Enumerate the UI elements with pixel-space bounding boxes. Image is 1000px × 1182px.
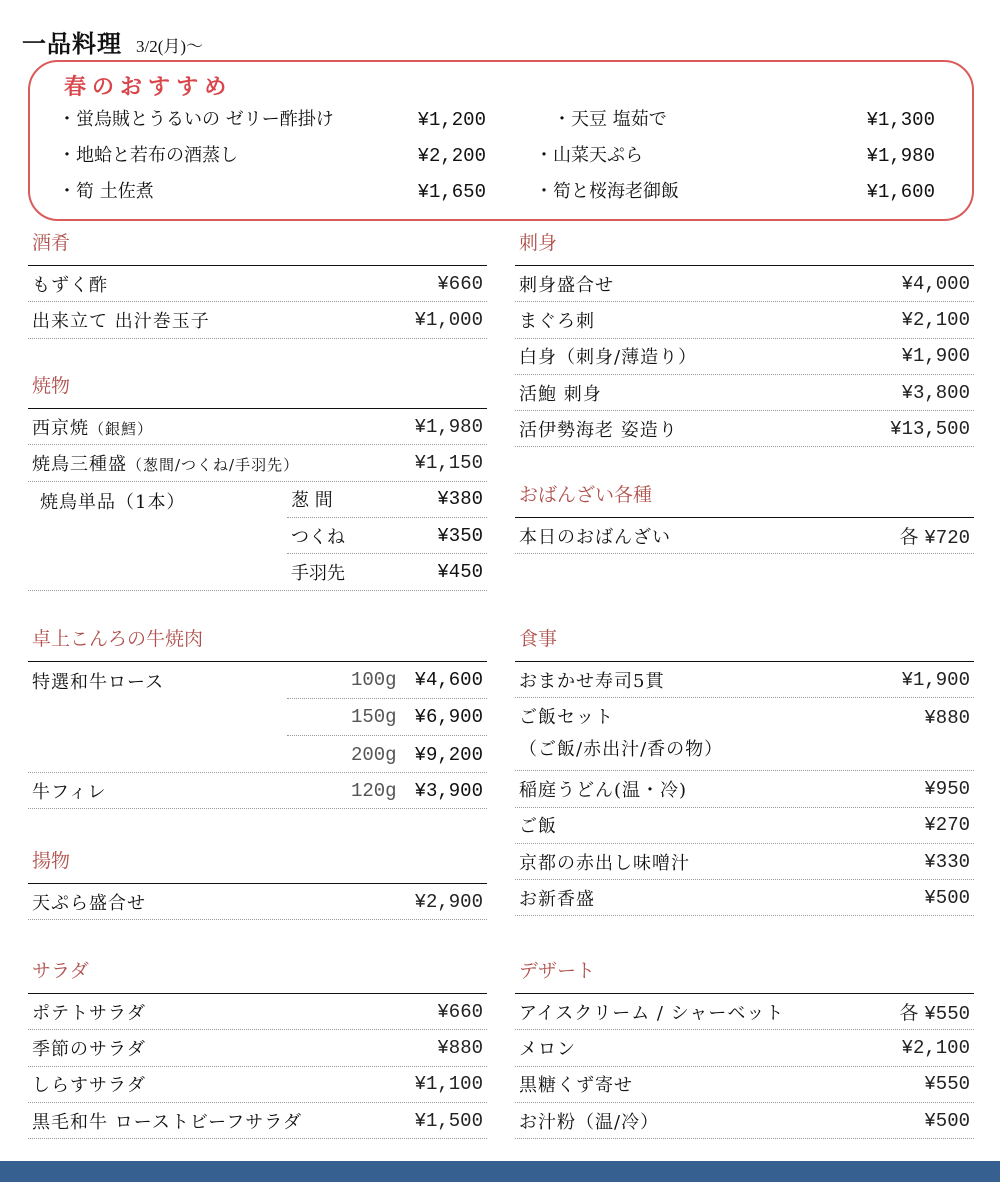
item-name: 黒毛和牛 ローストビーフサラダ bbox=[32, 1111, 303, 1133]
menu-row bbox=[28, 773, 487, 809]
item-price: ¥270 bbox=[924, 814, 970, 837]
spring-item bbox=[58, 138, 486, 174]
item-price: ¥1,000 bbox=[414, 308, 483, 331]
item-price: ¥550 bbox=[924, 1073, 970, 1096]
item-price: ¥6,900 bbox=[414, 706, 483, 728]
spring-item bbox=[535, 174, 935, 210]
menu-row bbox=[28, 1067, 487, 1103]
item-price: ¥380 bbox=[437, 488, 483, 511]
item-price: ¥2,100 bbox=[901, 308, 970, 331]
section-sakana bbox=[28, 228, 487, 339]
menu-title: 一品料理 bbox=[22, 29, 122, 58]
item-price: ¥1,500 bbox=[414, 1109, 483, 1132]
item-price: ¥2,900 bbox=[414, 890, 483, 913]
item-name: 西京焼（銀鱈） bbox=[32, 417, 154, 439]
item-price: ¥2,200 bbox=[417, 145, 486, 167]
menu-date: 3/2(月)〜 bbox=[136, 37, 204, 56]
section-salad bbox=[28, 956, 487, 1139]
item-price: ¥1,600 bbox=[866, 181, 935, 203]
item-weight: 100g bbox=[350, 669, 397, 691]
item-price: ¥350 bbox=[437, 524, 483, 547]
spring-list-left bbox=[58, 102, 486, 210]
item-name: ・蛍烏賊とうるいの ゼリー酢掛け bbox=[58, 109, 334, 130]
section-dessert bbox=[515, 956, 974, 1139]
item-price: ¥1,900 bbox=[901, 668, 970, 691]
sub-row bbox=[287, 518, 487, 554]
item-name: 手羽先 bbox=[291, 563, 345, 585]
item-name: アイスクリーム / シャーベット bbox=[519, 1002, 785, 1024]
menu-row bbox=[28, 1030, 487, 1066]
sub-row bbox=[287, 736, 487, 773]
section-heading: デザート bbox=[515, 956, 974, 994]
menu-row bbox=[515, 662, 974, 698]
item-name: つくね bbox=[291, 526, 345, 548]
item-price: ¥1,980 bbox=[866, 145, 935, 167]
item-price: ¥1,980 bbox=[414, 415, 483, 438]
item-price: ¥330 bbox=[924, 850, 970, 873]
spring-item bbox=[58, 174, 486, 210]
item-name: 出来立て 出汁巻玉子 bbox=[32, 310, 210, 332]
menu-row bbox=[515, 808, 974, 844]
sub-rows bbox=[287, 662, 487, 773]
item-price: ¥660 bbox=[437, 1000, 483, 1023]
spring-title: 春のおすすめ bbox=[64, 74, 233, 100]
menu-row bbox=[515, 375, 974, 411]
menu-row bbox=[515, 411, 974, 447]
item-price: ¥9,200 bbox=[414, 743, 483, 766]
menu-row bbox=[515, 518, 974, 554]
spring-item bbox=[58, 102, 486, 138]
menu-row bbox=[515, 339, 974, 375]
menu-row bbox=[515, 1030, 974, 1066]
item-weight: 200g bbox=[350, 743, 397, 766]
item-name: ・筍 土佐煮 bbox=[58, 181, 154, 202]
spring-item bbox=[535, 102, 935, 138]
menu-row bbox=[28, 409, 487, 445]
item-name: おまかせ寿司5貫 bbox=[519, 670, 665, 692]
section-heading: 刺身 bbox=[515, 228, 974, 266]
yakitori-single-group bbox=[28, 482, 487, 591]
item-price: ¥500 bbox=[924, 886, 970, 909]
sub-row bbox=[287, 662, 487, 699]
group-label: 焼鳥単品（1本） bbox=[40, 491, 186, 513]
item-name: 葱 間 bbox=[291, 490, 333, 512]
item-price: ¥1,650 bbox=[417, 181, 486, 203]
item-name: 刺身盛合せ bbox=[519, 274, 614, 296]
item-name: 季節のサラダ bbox=[32, 1038, 146, 1060]
item-price: ¥500 bbox=[924, 1109, 970, 1132]
menu-row bbox=[515, 880, 974, 916]
item-name: お新香盛 bbox=[519, 888, 595, 910]
item-name: ポテトサラダ bbox=[32, 1002, 146, 1024]
section-agemono bbox=[28, 846, 487, 920]
menu-row bbox=[515, 994, 974, 1030]
item-price: ¥880 bbox=[924, 707, 970, 730]
item-name: ・山菜天ぷら bbox=[535, 145, 643, 166]
menu-row bbox=[515, 698, 974, 771]
item-name: しらすサラダ bbox=[32, 1075, 146, 1097]
item-weight: 120g bbox=[350, 779, 397, 802]
item-name: 牛フィレ bbox=[32, 781, 107, 803]
item-price: ¥1,300 bbox=[866, 109, 935, 131]
item-price: ¥1,200 bbox=[417, 109, 486, 131]
item-price: ¥660 bbox=[437, 272, 483, 295]
section-heading: 揚物 bbox=[28, 846, 487, 884]
item-name: ご飯セット （ご飯/赤出汁/香の物） bbox=[519, 707, 724, 761]
page-title bbox=[22, 24, 203, 59]
item-name: ・筍と桜海老御飯 bbox=[535, 181, 679, 202]
item-name: ・天豆 塩茹で bbox=[535, 109, 667, 130]
section-heading: 食事 bbox=[515, 624, 974, 662]
menu-row bbox=[28, 445, 487, 481]
item-name: 活鮑 刺身 bbox=[519, 383, 602, 405]
sub-rows bbox=[287, 482, 487, 591]
menu-row bbox=[28, 302, 487, 338]
section-shokuji bbox=[515, 624, 974, 916]
wagyu-loin-group bbox=[28, 662, 487, 773]
menu-row bbox=[515, 266, 974, 302]
menu-row bbox=[515, 1103, 974, 1139]
item-price: ¥1,150 bbox=[414, 451, 483, 474]
spring-recommendations-box bbox=[28, 60, 974, 221]
menu-row bbox=[28, 994, 487, 1030]
item-name: ご飯 bbox=[519, 816, 557, 838]
item-name: お汁粉（温/冷） bbox=[519, 1111, 660, 1133]
menu-row bbox=[515, 302, 974, 338]
section-sashimi bbox=[515, 228, 974, 447]
item-price: ¥1,900 bbox=[901, 345, 970, 368]
item-name: 天ぷら盛合せ bbox=[32, 892, 146, 914]
section-heading: 卓上こんろの牛焼肉 bbox=[28, 624, 487, 662]
sub-row bbox=[287, 482, 487, 518]
item-name: 黒糖くず寄せ bbox=[519, 1075, 633, 1097]
footer-bar bbox=[0, 1161, 1000, 1182]
item-price: ¥1,100 bbox=[414, 1073, 483, 1096]
sub-row bbox=[287, 699, 487, 736]
item-name: 活伊勢海老 姿造り bbox=[519, 419, 678, 441]
item-name: ・地蛤と若布の酒蒸し bbox=[58, 145, 238, 166]
sub-row bbox=[287, 554, 487, 590]
item-name: 本日のおばんざい bbox=[519, 526, 671, 548]
section-yakiniku bbox=[28, 624, 487, 809]
spring-item bbox=[535, 138, 935, 174]
menu-row bbox=[28, 884, 487, 920]
item-price: ¥3,800 bbox=[901, 381, 970, 404]
item-price: ¥13,500 bbox=[890, 417, 970, 440]
item-price: ¥450 bbox=[437, 561, 483, 584]
item-name: 白身（刺身/薄造り） bbox=[519, 347, 698, 369]
item-weight: 150g bbox=[350, 706, 397, 728]
item-price: ¥4,600 bbox=[414, 669, 483, 691]
item-name: 焼鳥三種盛（葱間/つくね/手羽先） bbox=[32, 453, 300, 475]
item-price: ¥950 bbox=[924, 777, 970, 800]
item-name: 特選和牛ロース bbox=[32, 672, 165, 693]
section-obanzai bbox=[515, 480, 974, 554]
section-heading: 焼物 bbox=[28, 371, 487, 409]
item-price: ¥2,100 bbox=[901, 1036, 970, 1059]
section-yakimono bbox=[28, 371, 487, 591]
menu-row bbox=[28, 266, 487, 302]
section-heading: おばんざい各種 bbox=[515, 480, 974, 518]
item-price: ¥4,000 bbox=[901, 272, 970, 295]
menu-row bbox=[515, 1067, 974, 1103]
item-name: 京都の赤出し味噌汁 bbox=[519, 852, 690, 874]
menu-row bbox=[28, 1103, 487, 1139]
item-name: メロン bbox=[519, 1038, 576, 1060]
menu-row bbox=[515, 844, 974, 880]
item-name: まぐろ刺 bbox=[519, 310, 595, 332]
spring-list-right bbox=[535, 102, 935, 210]
section-heading: 酒肴 bbox=[28, 228, 487, 266]
item-price: ¥3,900 bbox=[414, 779, 483, 802]
item-name: もずく酢 bbox=[32, 274, 108, 296]
item-price: ¥880 bbox=[437, 1036, 483, 1059]
item-price: 各 ¥720 bbox=[899, 526, 970, 550]
menu-row bbox=[515, 771, 974, 807]
item-name: 稲庭うどん(温・冷) bbox=[519, 779, 688, 801]
section-heading: サラダ bbox=[28, 956, 487, 994]
item-price: 各 ¥550 bbox=[899, 1002, 970, 1026]
